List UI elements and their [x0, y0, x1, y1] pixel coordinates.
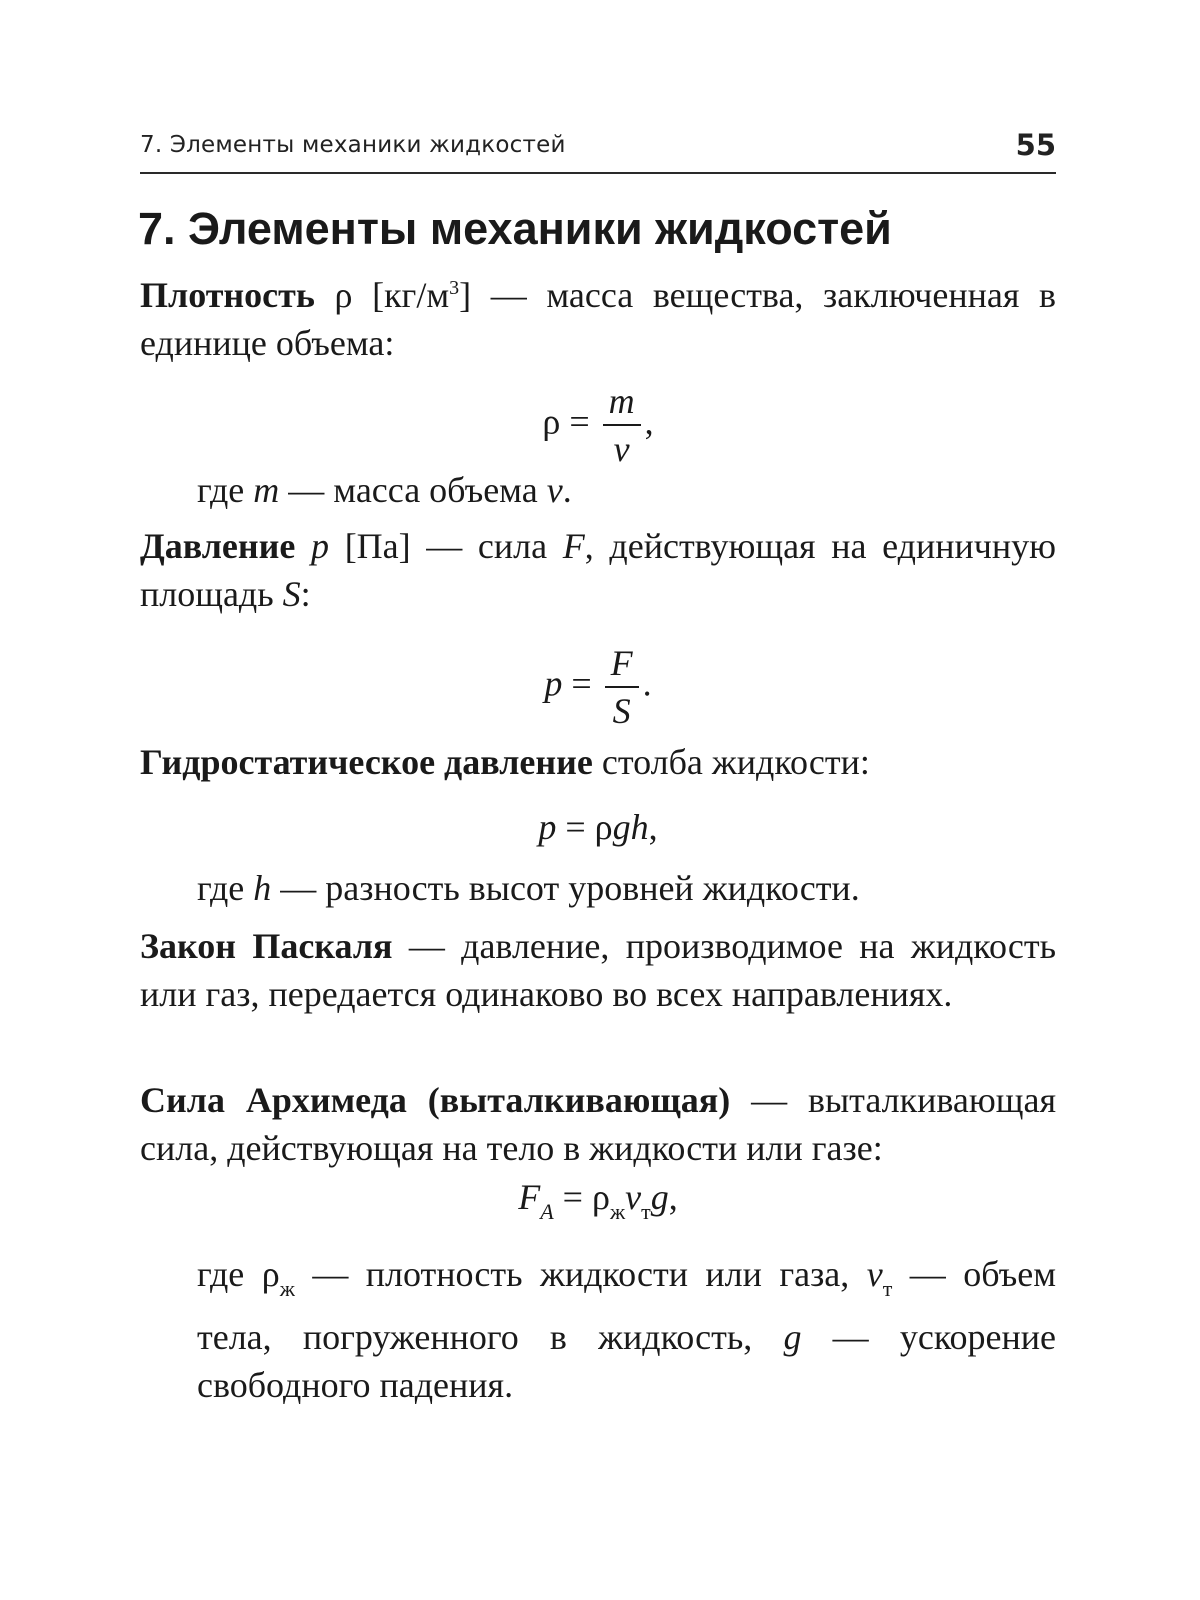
arch-f-sub: A	[540, 1199, 554, 1224]
hydro-h: h	[630, 807, 649, 847]
var-m: m	[253, 470, 280, 510]
density-symbol: ρ	[334, 275, 353, 315]
arch-g: g	[650, 1177, 669, 1217]
hydrostatic-term: Гидростатическое давление	[140, 742, 593, 782]
pressure-symbol: p	[311, 526, 330, 566]
archimedes-where	[197, 1250, 1056, 1409]
pressure-definition	[140, 522, 1056, 618]
where-part-a: — плотность жидкости или газа,	[294, 1254, 867, 1294]
where-prefix: где	[197, 1254, 262, 1294]
running-header	[140, 128, 1056, 174]
chapter-title: 7. Элементы механики жидкостей	[138, 203, 892, 254]
density-formula	[140, 378, 1056, 472]
pressure-formula-eq: =	[571, 663, 592, 704]
density-numerator: m	[603, 378, 641, 426]
where-end: .	[562, 470, 572, 510]
where-v: v	[866, 1254, 883, 1294]
arch-rho-sub: ж	[609, 1199, 626, 1224]
var-h: h	[253, 868, 272, 908]
density-fraction	[603, 378, 641, 472]
where-prefix: где	[197, 470, 254, 510]
where-text: — масса объема	[279, 470, 547, 510]
hydrostatic-where	[197, 864, 1056, 912]
pressure-formula-lhs: p	[544, 663, 563, 704]
where-prefix: где	[197, 868, 254, 908]
hydro-eq: =	[565, 807, 586, 847]
pressure-def-a: — сила	[410, 526, 563, 566]
hydro-g: g	[612, 807, 631, 847]
density-formula-eq: =	[569, 401, 590, 442]
where-part-c: — ускорение свободного падения.	[197, 1317, 1056, 1405]
hydrostatic-formula	[140, 806, 1056, 848]
hydrostatic-where-text: — разность высот уровней жидкости.	[271, 868, 860, 908]
where-g: g	[783, 1317, 802, 1357]
pressure-numerator: F	[605, 640, 639, 688]
hydro-p: p	[538, 807, 557, 847]
arch-f: F	[518, 1177, 541, 1217]
var-s: S	[282, 574, 301, 614]
pressure-term: Давление	[140, 526, 296, 566]
arch-tail: ,	[668, 1177, 678, 1217]
archimedes-formula	[140, 1176, 1056, 1225]
pressure-fraction	[605, 640, 639, 734]
arch-v-sub: т	[641, 1199, 651, 1224]
density-term: Плотность	[140, 275, 315, 315]
pascal-law	[140, 922, 1056, 1018]
pressure-def-end: :	[300, 574, 311, 614]
hydro-tail: ,	[648, 807, 658, 847]
where-v-sub: т	[882, 1276, 893, 1301]
var-f: F	[562, 526, 585, 566]
hydrostatic-text: столба жидкости:	[592, 742, 870, 782]
hydrostatic-definition	[140, 738, 1056, 786]
running-title: 7. Элементы механики жидкостей	[140, 132, 566, 158]
archimedes-term: Сила Архимеда (выталкивающая)	[140, 1080, 731, 1120]
pressure-unit: [Па]	[344, 526, 411, 566]
arch-v: v	[625, 1177, 642, 1217]
density-formula-lhs: ρ	[542, 401, 561, 442]
density-unit-exp: 3	[449, 277, 460, 299]
where-rho: ρ	[261, 1254, 280, 1294]
where-part-b: — объем тела, погруженного в жидкость,	[197, 1254, 1056, 1357]
density-unit-open: [кг/м	[372, 275, 450, 315]
archimedes-definition	[140, 1076, 1056, 1172]
density-denominator: v	[613, 429, 630, 469]
pressure-formula-tail: .	[642, 663, 652, 704]
density-where	[197, 466, 1056, 514]
archimedes-text: — выталкивающая сила, действующая на тело в жидкости или газе:	[140, 1080, 1056, 1168]
density-formula-tail: ,	[644, 401, 654, 442]
hydro-rho: ρ	[594, 807, 613, 847]
pascal-term: Закон Паскаля	[140, 926, 393, 966]
density-definition	[140, 264, 1056, 367]
arch-eq: =	[562, 1177, 583, 1217]
pressure-denominator: S	[612, 691, 631, 731]
var-v: v	[546, 470, 563, 510]
pascal-text: — давление, производимое на жидкость или газ, передается одинаково во всех направлениях.	[140, 926, 1056, 1014]
where-rho-sub: ж	[279, 1276, 295, 1301]
density-definition-text: — масса вещества, заключенная в единице объема:	[140, 275, 1057, 363]
arch-rho: ρ	[591, 1177, 610, 1217]
density-unit-close: ]	[459, 275, 472, 315]
pressure-formula	[140, 640, 1056, 734]
page-number: 55	[1015, 128, 1056, 162]
pressure-def-b: , действующая на единичную площадь	[140, 526, 1057, 614]
